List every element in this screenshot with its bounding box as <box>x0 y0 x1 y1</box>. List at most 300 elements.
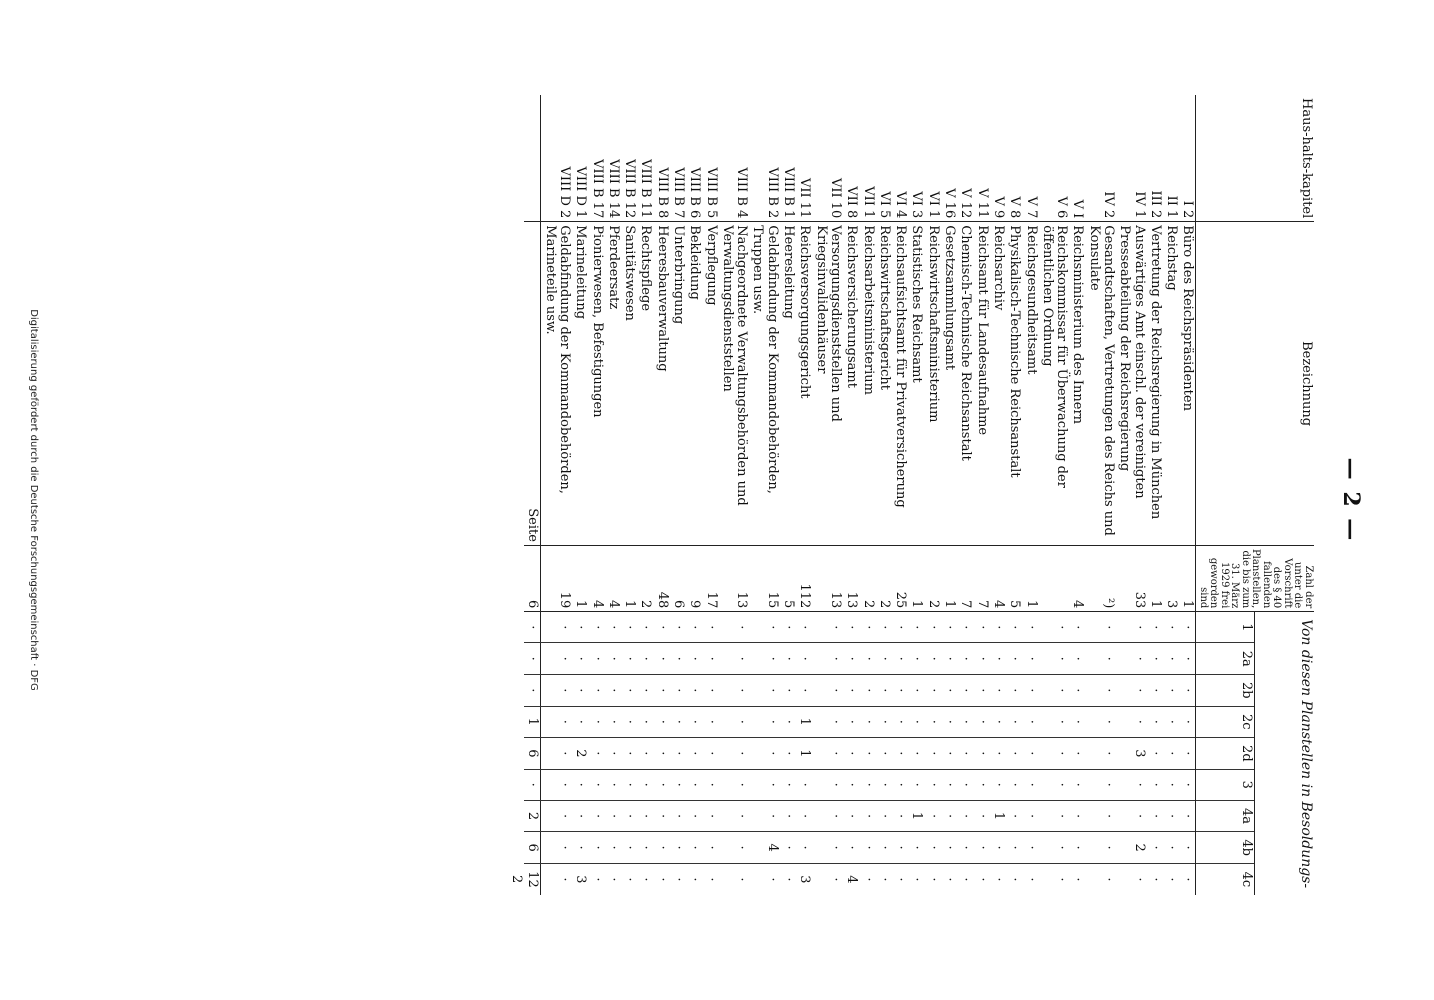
grade-cell: · <box>653 674 669 706</box>
grade-cell: · <box>796 769 812 800</box>
table-row <box>1147 95 1163 895</box>
grade-cell: · <box>1116 643 1147 675</box>
grade-cell: · <box>686 769 702 800</box>
grade-cell: · <box>1116 612 1147 643</box>
grade-cell: 1 <box>796 738 812 770</box>
grade-cell: · <box>749 769 780 800</box>
grade-cell: · <box>638 877 654 882</box>
grade-cell: · <box>1006 832 1022 864</box>
count-cell: 7 <box>973 545 989 611</box>
grade-cell: · <box>924 800 940 832</box>
count-cell: 7 <box>957 545 973 611</box>
grade-cell: · <box>780 800 796 832</box>
total-grade-cell: 2 <box>524 800 541 832</box>
grade-cell: · <box>892 706 908 738</box>
grade-cell: · <box>1101 877 1117 882</box>
grade-cell: · <box>541 832 572 864</box>
grade-cell: · <box>1006 643 1022 675</box>
grade-cell: · <box>1022 738 1038 770</box>
bezeichnung-cell: Reichswirtschaftsgericht <box>876 222 892 546</box>
grade-cell: · <box>637 612 653 643</box>
grade-cell: · <box>1085 738 1116 770</box>
grade-cell: · <box>876 706 892 738</box>
grade-cell: · <box>588 674 604 706</box>
grade-cell: · <box>605 612 621 643</box>
grade-cell: · <box>1147 800 1163 832</box>
grade-cell: · <box>588 643 604 675</box>
grade-cell: · <box>1179 832 1196 864</box>
grade-cell: · <box>859 738 875 770</box>
grade-cell: · <box>924 706 940 738</box>
grade-cell: · <box>1163 738 1179 770</box>
grade-cell: · <box>622 877 638 882</box>
grade-cell: · <box>1022 706 1038 738</box>
grade-cell: · <box>990 674 1006 706</box>
header-grade-2c: 2c <box>1196 706 1254 738</box>
table-row <box>1085 95 1116 895</box>
grade-cell: · <box>637 800 653 832</box>
table-row <box>924 95 940 895</box>
grade-cell: · <box>876 832 892 864</box>
grade-cell: · <box>1039 706 1070 738</box>
grade-cell: · <box>1006 612 1022 643</box>
grade-cell: · <box>796 643 812 675</box>
bezeichnung-cell: Büro des Reichspräsidenten <box>1179 222 1196 546</box>
count-cell: 13 <box>812 545 843 611</box>
header-grade-4a: 4a <box>1196 800 1254 832</box>
grade-cell: · <box>957 674 973 706</box>
grade-cell: · <box>1147 877 1163 882</box>
grade-cell: · <box>973 643 989 675</box>
grade-cell: · <box>686 706 702 738</box>
grade-cell: · <box>796 674 812 706</box>
spacer-cell <box>508 674 524 706</box>
grade-cell: · <box>1085 674 1116 706</box>
bezeichnung-cell: Reichsgesundheitsamt <box>1022 222 1038 546</box>
grade-cell: · <box>1163 706 1179 738</box>
count-cell: 17 <box>702 545 718 611</box>
count-cell: 2 <box>924 545 940 611</box>
grade-cell: · <box>670 769 686 800</box>
grade-cell: · <box>653 800 669 832</box>
kapitel-cell: VIII B 17 <box>588 95 604 222</box>
grade-cell: · <box>909 877 925 882</box>
grade-cell: · <box>941 800 957 832</box>
kapitel-cell: VIII B 6 <box>686 95 702 222</box>
grade-cell: · <box>749 612 780 643</box>
count-cell: 5 <box>780 545 796 611</box>
bezeichnung-cell: Reichsversorgungsgericht <box>796 222 812 546</box>
grade-cell: · <box>556 877 572 882</box>
kapitel-cell: I 2 <box>1179 95 1196 222</box>
total-grade-cell: 6 <box>524 738 541 770</box>
count-cell: 13 <box>843 545 859 611</box>
grade-cell: · <box>876 643 892 675</box>
grade-cell: · <box>908 612 924 643</box>
count-cell: 1 <box>1179 545 1196 611</box>
total-count: 6 <box>524 545 541 611</box>
grade-cell: · <box>671 877 686 882</box>
bezeichnung-cell: Reichsministerium des Innern <box>1069 222 1085 546</box>
table-row <box>1163 95 1179 895</box>
grade-cell: · <box>990 877 1006 882</box>
count-cell: 1 <box>941 545 957 611</box>
bezeichnung-cell: Geldabfindung der Kommandobehörden, Truppen usw. <box>749 222 780 546</box>
grade-cell: · <box>941 643 957 675</box>
spacer-cell <box>508 545 524 611</box>
count-cell: 2 <box>859 545 875 611</box>
grade-cell: · <box>990 643 1006 675</box>
grade-cell: 3 <box>1116 738 1147 770</box>
grade-cell: · <box>686 738 702 770</box>
grade-cell: · <box>812 832 843 864</box>
grade-cell: · <box>572 643 588 675</box>
table-row <box>973 95 989 895</box>
grade-cell: · <box>572 612 588 643</box>
count-cell: 15 <box>749 545 780 611</box>
table-row <box>796 95 812 895</box>
grade-cell: · <box>892 769 908 800</box>
grade-cell: · <box>653 706 669 738</box>
table-row <box>719 95 750 895</box>
kapitel-cell: VIII B 14 <box>605 95 621 222</box>
grade-cell: · <box>941 832 957 864</box>
count-cell: 6 <box>670 545 686 611</box>
kapitel-cell: VIII D 2 <box>541 95 572 222</box>
count-cell: 5 <box>1006 545 1022 611</box>
kapitel-cell: V 6 <box>1039 95 1070 222</box>
grade-cell: · <box>1007 877 1023 882</box>
table-row <box>812 95 843 895</box>
grade-cell: · <box>749 643 780 675</box>
grade-cell: · <box>827 877 843 882</box>
grade-cell: · <box>1069 738 1085 770</box>
bezeichnung-cell: Chemisch-Technische Reichsanstalt <box>957 222 973 546</box>
table-row <box>1069 95 1085 895</box>
grade-cell: 3 <box>573 875 589 884</box>
grade-cell: · <box>749 738 780 770</box>
count-cell: 1 <box>1022 545 1038 611</box>
grade-cell: · <box>859 769 875 800</box>
grade-cell: · <box>719 769 750 800</box>
grade-cell: · <box>1022 612 1038 643</box>
grade-cell: · <box>812 706 843 738</box>
grade-cell: · <box>1006 738 1022 770</box>
table-row <box>621 95 637 895</box>
grade-cell: · <box>687 877 703 882</box>
grade-cell: · <box>908 643 924 675</box>
grade-cell: · <box>908 706 924 738</box>
grade-cell: · <box>605 674 621 706</box>
grade-cell: · <box>637 706 653 738</box>
grade-cell: · <box>958 877 974 882</box>
bezeichnung-cell: Statistisches Reichsamt <box>908 222 924 546</box>
grade-cell: · <box>541 769 572 800</box>
bezeichnung-cell: Reichsamt für Landesaufnahme <box>973 222 989 546</box>
grade-cell: · <box>1085 612 1116 643</box>
kapitel-cell: V 7 <box>1022 95 1038 222</box>
total-grade-cell: 6 <box>524 832 541 864</box>
table-row <box>653 95 669 895</box>
spacer-cell <box>508 612 524 643</box>
kapitel-cell: V 16 <box>941 95 957 222</box>
grade-cell: · <box>892 832 908 864</box>
grade-cell: · <box>749 674 780 706</box>
header-bezeichnung: Bezeichnung <box>1196 222 1314 546</box>
grade-cell: · <box>957 706 973 738</box>
table-row <box>686 95 702 895</box>
grade-cell: · <box>1147 612 1163 643</box>
grade-cell: · <box>876 738 892 770</box>
grade-cell: · <box>621 643 637 675</box>
table-row <box>572 95 588 895</box>
grade-cell: · <box>572 832 588 864</box>
grade-cell: · <box>1022 674 1038 706</box>
grade-cell: · <box>702 738 718 770</box>
grade-cell: · <box>702 800 718 832</box>
grade-cell: 4 <box>749 832 780 864</box>
grade-cell: · <box>957 769 973 800</box>
grade-cell: · <box>1116 800 1147 832</box>
kapitel-cell: VIII B 2 <box>749 95 780 222</box>
header-grade-1: 1 <box>1196 612 1254 643</box>
grade-cell: · <box>957 832 973 864</box>
grade-cell: · <box>780 706 796 738</box>
bezeichnung-cell: Reichsversicherungsamt <box>843 222 859 546</box>
table-row <box>588 95 604 895</box>
grade-cell: · <box>990 738 1006 770</box>
grade-cell: · <box>796 612 812 643</box>
grade-cell: · <box>892 674 908 706</box>
kapitel-cell: VII 8 <box>843 95 859 222</box>
grade-cell: · <box>764 877 780 882</box>
grade-cell: · <box>1022 832 1038 864</box>
grade-cell: · <box>908 674 924 706</box>
bezeichnung-cell: Reichsarchiv <box>990 222 1006 546</box>
kapitel-cell: VIII B 7 <box>670 95 686 222</box>
bezeichnung-cell: Sanitätswesen <box>621 222 637 546</box>
grade-cell: · <box>1147 643 1163 675</box>
grade-cell: · <box>621 738 637 770</box>
kapitel-cell: VII 10 <box>812 95 843 222</box>
grade-cell: · <box>990 706 1006 738</box>
kapitel-cell: VIII B 1 <box>780 95 796 222</box>
grade-cell: · <box>1039 769 1070 800</box>
bezeichnung-cell: Physikalisch-Technische Reichsanstalt <box>1006 222 1022 546</box>
grade-cell: 1 <box>796 706 812 738</box>
grade-cell: · <box>843 800 859 832</box>
grade-cell: · <box>703 877 719 882</box>
table-row <box>892 95 908 895</box>
grade-cell: · <box>686 643 702 675</box>
bezeichnung-cell: Vertretung der Reichsregierung in München <box>1147 222 1163 546</box>
grade-cell: · <box>876 877 892 882</box>
kapitel-cell: III 2 <box>1147 95 1163 222</box>
grade-cell: · <box>1069 800 1085 832</box>
bezeichnung-cell: Versorgungsdienststellen und Kriegsinvalidenhäuser <box>812 222 843 546</box>
grade-cell: · <box>781 877 797 882</box>
grade-cell: · <box>605 800 621 832</box>
grade-cell: · <box>859 800 875 832</box>
kapitel-cell: II 1 <box>1163 95 1179 222</box>
grade-cell: · <box>1163 800 1179 832</box>
grade-cell: · <box>588 769 604 800</box>
count-cell: 33 <box>1116 545 1147 611</box>
grade-cell: · <box>876 612 892 643</box>
grade-cell: · <box>1116 769 1147 800</box>
header-grade-2a: 2a <box>1196 643 1254 675</box>
total-grade-cell: 1 <box>524 706 541 738</box>
bezeichnung-cell: Auswärtiges Amt einschl. der vereinigten Presseabteilung der Reichsregierung <box>1116 222 1147 546</box>
grade-cell: · <box>749 706 780 738</box>
grade-cell: · <box>588 738 604 770</box>
grade-cell: · <box>670 706 686 738</box>
grade-cell: · <box>843 832 859 864</box>
grade-cell: · <box>908 769 924 800</box>
table-row <box>605 95 621 895</box>
grade-cell: · <box>637 769 653 800</box>
bezeichnung-cell: Gesandtschaften, Vertretungen des Reichs und Konsulate <box>1085 222 1116 546</box>
grade-cell: · <box>941 706 957 738</box>
bezeichnung-cell: Pferdeersatz <box>605 222 621 546</box>
bezeichnung-cell: Reichsaufsichtsamt für Privatversicherung <box>892 222 908 546</box>
grade-cell: · <box>843 674 859 706</box>
grade-cell: · <box>702 643 718 675</box>
total-row <box>524 95 541 895</box>
grade-cell: · <box>588 832 604 864</box>
bezeichnung-cell: Unterbringung <box>670 222 686 546</box>
total-grade-cell: · <box>524 643 541 675</box>
grade-cell: 1 <box>908 800 924 832</box>
grade-cell: · <box>859 674 875 706</box>
grade-cell: · <box>876 800 892 832</box>
grade-cell: · <box>973 832 989 864</box>
grade-cell: · <box>588 800 604 832</box>
grade-cell: · <box>843 612 859 643</box>
grade-cell: · <box>990 769 1006 800</box>
grade-cell: · <box>719 643 750 675</box>
kapitel-cell: VIII D 1 <box>572 95 588 222</box>
grade-cell: · <box>588 706 604 738</box>
grade-cell: · <box>1147 738 1163 770</box>
grade-cell: · <box>1085 800 1116 832</box>
grade-cell: · <box>541 706 572 738</box>
count-cell: 2 <box>637 545 653 611</box>
grade-cell: · <box>1006 800 1022 832</box>
spacer-cell <box>508 222 524 546</box>
grade-cell: · <box>572 800 588 832</box>
bezeichnung-cell: Nachgeordnete Verwaltungsbehörden und Verwaltungsdienststellen <box>719 222 750 546</box>
grade-cell: · <box>876 674 892 706</box>
grade-cell: · <box>973 738 989 770</box>
kapitel-cell: VIII B 12 <box>621 95 637 222</box>
bezeichnung-cell: Reichsarbeitsministerium <box>859 222 875 546</box>
grade-cell: · <box>670 800 686 832</box>
kapitel-cell: IV 2 <box>1085 95 1116 222</box>
grade-cell: · <box>780 612 796 643</box>
total-label: Seite <box>524 222 541 546</box>
grade-cell: · <box>653 832 669 864</box>
spacer-cell <box>508 643 524 675</box>
kapitel-cell: V 11 <box>973 95 989 222</box>
grade-cell: · <box>605 832 621 864</box>
grade-cell: 2 <box>1116 832 1147 864</box>
grade-cell: · <box>1070 877 1086 882</box>
grade-cell: · <box>541 643 572 675</box>
table-row <box>1006 95 1022 895</box>
grade-cell: · <box>1085 643 1116 675</box>
grade-cell: · <box>892 612 908 643</box>
grade-cell: · <box>990 612 1006 643</box>
count-cell: ²) <box>1085 545 1116 611</box>
grade-cell: · <box>957 738 973 770</box>
grade-cell: · <box>859 612 875 643</box>
grade-cell: · <box>637 738 653 770</box>
grade-cell: · <box>1039 643 1070 675</box>
bezeichnung-cell: Gesetzsammlungsamt <box>941 222 957 546</box>
grade-cell: · <box>1006 769 1022 800</box>
grade-cell: · <box>843 769 859 800</box>
grade-cell: · <box>1085 706 1116 738</box>
table-row <box>859 95 875 895</box>
grade-cell: · <box>1147 706 1163 738</box>
kapitel-cell: VI 3 <box>908 95 924 222</box>
grade-cell: · <box>812 738 843 770</box>
spacer-cell <box>508 832 524 864</box>
grade-cell: · <box>908 832 924 864</box>
grade-cell: · <box>702 832 718 864</box>
table-body <box>508 95 1196 895</box>
kapitel-cell: V I <box>1069 95 1085 222</box>
table-row <box>1022 95 1038 895</box>
grade-cell: · <box>572 769 588 800</box>
bezeichnung-cell: Bekleidung <box>686 222 702 546</box>
table-row <box>749 95 780 895</box>
grade-cell: · <box>1039 800 1070 832</box>
grade-cell: · <box>749 800 780 832</box>
grade-cell: · <box>1069 832 1085 864</box>
grade-cell: · <box>924 643 940 675</box>
grade-cell: · <box>925 877 941 882</box>
grade-cell: · <box>780 738 796 770</box>
grade-cell: · <box>1039 674 1070 706</box>
header-grade-2d: 2d <box>1196 738 1254 770</box>
table-row <box>908 95 924 895</box>
count-cell: 1 <box>621 545 637 611</box>
grade-cell: · <box>924 612 940 643</box>
count-cell: 112 <box>796 545 812 611</box>
table-row <box>876 95 892 895</box>
bezeichnung-cell: Reichstag <box>1163 222 1179 546</box>
count-cell: 4 <box>1069 545 1085 611</box>
table-row <box>670 95 686 895</box>
table-row <box>702 95 718 895</box>
grade-cell: · <box>812 800 843 832</box>
kapitel-cell: V 9 <box>990 95 1006 222</box>
grade-cell: · <box>924 738 940 770</box>
total-extra-cell: 2 <box>509 875 525 884</box>
grade-cell: · <box>812 612 843 643</box>
grade-cell: · <box>653 769 669 800</box>
grade-cell: · <box>892 738 908 770</box>
grade-cell: · <box>812 674 843 706</box>
grade-cell: · <box>637 674 653 706</box>
page-number: — 2 — <box>1338 457 1364 543</box>
grade-cell: · <box>973 706 989 738</box>
grade-cell: · <box>780 769 796 800</box>
count-cell: 48 <box>653 545 669 611</box>
table-row <box>780 95 796 895</box>
